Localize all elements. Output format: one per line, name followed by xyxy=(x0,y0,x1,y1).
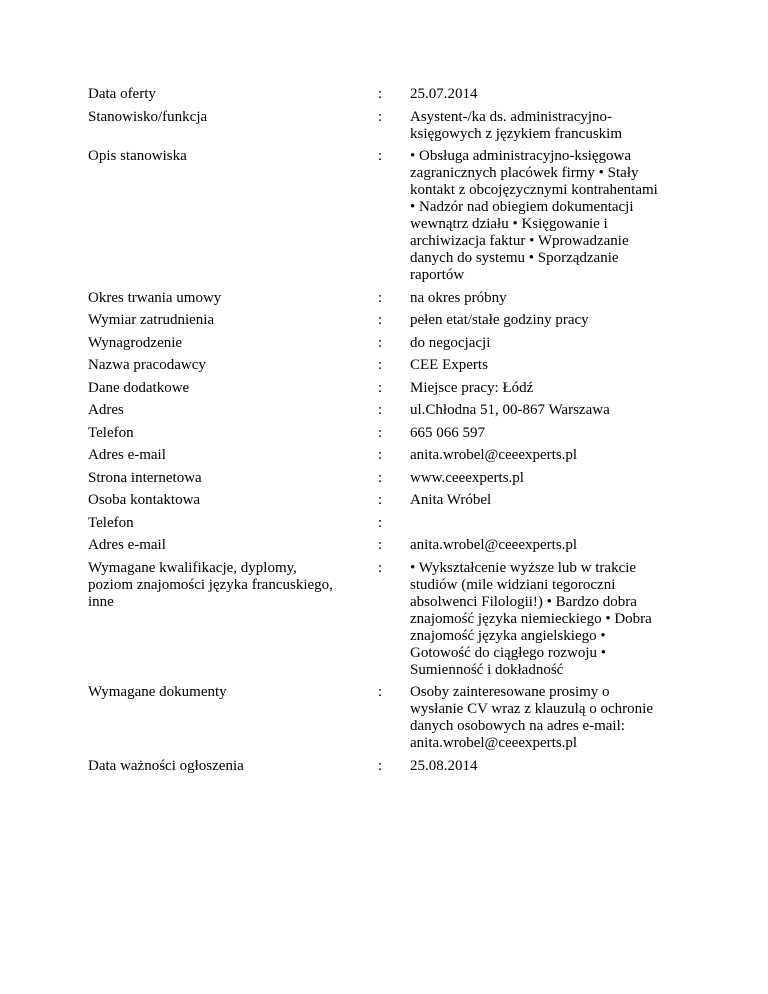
row-opis-stanowiska xyxy=(88,148,688,284)
row-data-waznosci xyxy=(88,758,688,775)
row-telefon-kontaktowy xyxy=(88,515,688,532)
colon-separator: : xyxy=(378,424,383,441)
row-osoba-kontaktowa xyxy=(88,492,688,509)
row-data-oferty xyxy=(88,86,688,103)
colon-separator: : xyxy=(378,108,383,125)
label-adres-email: Adres e-mail xyxy=(88,447,166,463)
value-wymiar-zatrudnienia: pełen etat/stałe godziny pracy xyxy=(410,312,589,328)
label-strona-internetowa: Strona internetowa xyxy=(88,469,202,486)
row-adres xyxy=(88,402,688,419)
row-wymiar-zatrudnienia xyxy=(88,312,688,329)
value-opis-stanowiska: • Obsługa administracyjno-księgowa zagranicznych placówek firmy • Stały kontakt z obcojęzycznymi kontrahentami • Nadzór nad obiegiem dokumentacji wewnątrz działu • Księgowanie i archiwizacja faktur • Wprowadzanie danych do systemu • Sporządzanie raportów xyxy=(410,148,658,283)
colon-separator: : xyxy=(378,402,383,418)
label-adres-email-kontaktowy: Adres e-mail xyxy=(88,537,166,553)
colon-separator: : xyxy=(378,537,383,553)
colon-separator: : xyxy=(378,757,383,774)
value-stanowisko: Asystent-/ka ds. administracyjno- księgowych z językiem francuskim xyxy=(410,108,623,142)
colon-separator: : xyxy=(378,447,383,463)
colon-separator: : xyxy=(378,289,383,306)
row-nazwa-pracodawcy xyxy=(88,357,688,374)
row-adres-email xyxy=(88,447,688,464)
value-dane-dodatkowe: Miejsce pracy: Łódź xyxy=(410,379,534,396)
label-adres: Adres xyxy=(88,402,124,418)
label-osoba-kontaktowa: Osoba kontaktowa xyxy=(88,492,201,508)
label-wymiar-zatrudnienia: Wymiar zatrudnienia xyxy=(88,312,215,328)
value-data-waznosci: 25.08.2014 xyxy=(410,757,478,774)
row-wymagane-dokumenty xyxy=(88,684,688,752)
label-wymagane-kwalifikacje: Wymagane kwalifikacje, dyplomy, poziom znajomości języka francuskiego, inne xyxy=(88,559,333,610)
value-adres-email-kontaktowy: anita.wrobel@ceeexperts.pl xyxy=(410,537,578,553)
label-okres-trwania-umowy: Okres trwania umowy xyxy=(88,289,222,306)
value-okres-trwania-umowy: na okres próbny xyxy=(410,289,507,306)
label-dane-dodatkowe: Dane dodatkowe xyxy=(88,379,190,396)
colon-separator: : xyxy=(378,148,383,164)
value-wymagane-dokumenty: Osoby zainteresowane prosimy o wysłanie CV wraz z klauzulą o ochronie danych osobowych na adres e-mail: anita.wrobel@ceeexperts.pl xyxy=(410,684,653,751)
colon-separator: : xyxy=(378,514,383,531)
label-data-waznosci: Data ważności ogłoszenia xyxy=(88,757,244,774)
row-adres-email-kontaktowy xyxy=(88,537,688,554)
label-telefon-kontaktowy: Telefon xyxy=(88,514,134,531)
label-data-oferty: Data oferty xyxy=(88,86,156,102)
label-nazwa-pracodawcy: Nazwa pracodawcy xyxy=(88,357,206,373)
row-wymagane-kwalifikacje xyxy=(88,560,688,679)
value-osoba-kontaktowa: Anita Wróbel xyxy=(410,492,492,508)
colon-separator: : xyxy=(378,379,383,396)
label-stanowisko: Stanowisko/funkcja xyxy=(88,108,208,125)
colon-separator: : xyxy=(378,684,383,700)
value-adres-email: anita.wrobel@ceeexperts.pl xyxy=(410,447,578,463)
colon-separator: : xyxy=(378,86,383,102)
row-stanowisko xyxy=(88,109,688,143)
value-wymagane-kwalifikacje: • Wykształcenie wyższe lub w trakcie studiów (mile widziani tegoroczni absolwenci Filologii!) • Bardzo dobra znajomość języka niemieckiego • Dobra znajomość języka angielskiego • Gotowość do ciągłego rozwoju • Sumienność i dokładność xyxy=(410,559,652,678)
label-wynagrodzenie: Wynagrodzenie xyxy=(88,334,183,351)
value-data-oferty: 25.07.2014 xyxy=(410,86,478,102)
colon-separator: : xyxy=(378,312,383,328)
colon-separator: : xyxy=(378,492,383,508)
value-adres: ul.Chłodna 51, 00-867 Warszawa xyxy=(410,402,610,418)
value-wynagrodzenie: do negocjacji xyxy=(410,334,491,351)
colon-separator: : xyxy=(378,334,383,351)
row-okres-trwania-umowy xyxy=(88,290,688,307)
value-nazwa-pracodawcy: CEE Experts xyxy=(410,357,488,373)
row-dane-dodatkowe xyxy=(88,380,688,397)
colon-separator: : xyxy=(378,357,383,373)
label-opis-stanowiska: Opis stanowiska xyxy=(88,148,187,164)
value-strona-internetowa: www.ceeexperts.pl xyxy=(410,469,524,486)
colon-separator: : xyxy=(378,469,383,486)
label-telefon: Telefon xyxy=(88,424,134,441)
colon-separator: : xyxy=(378,559,383,576)
label-wymagane-dokumenty: Wymagane dokumenty xyxy=(88,684,227,700)
row-wynagrodzenie xyxy=(88,335,688,352)
row-strona-internetowa xyxy=(88,470,688,487)
value-telefon: 665 066 597 xyxy=(410,424,485,441)
job-offer-table xyxy=(88,86,688,780)
row-telefon xyxy=(88,425,688,442)
